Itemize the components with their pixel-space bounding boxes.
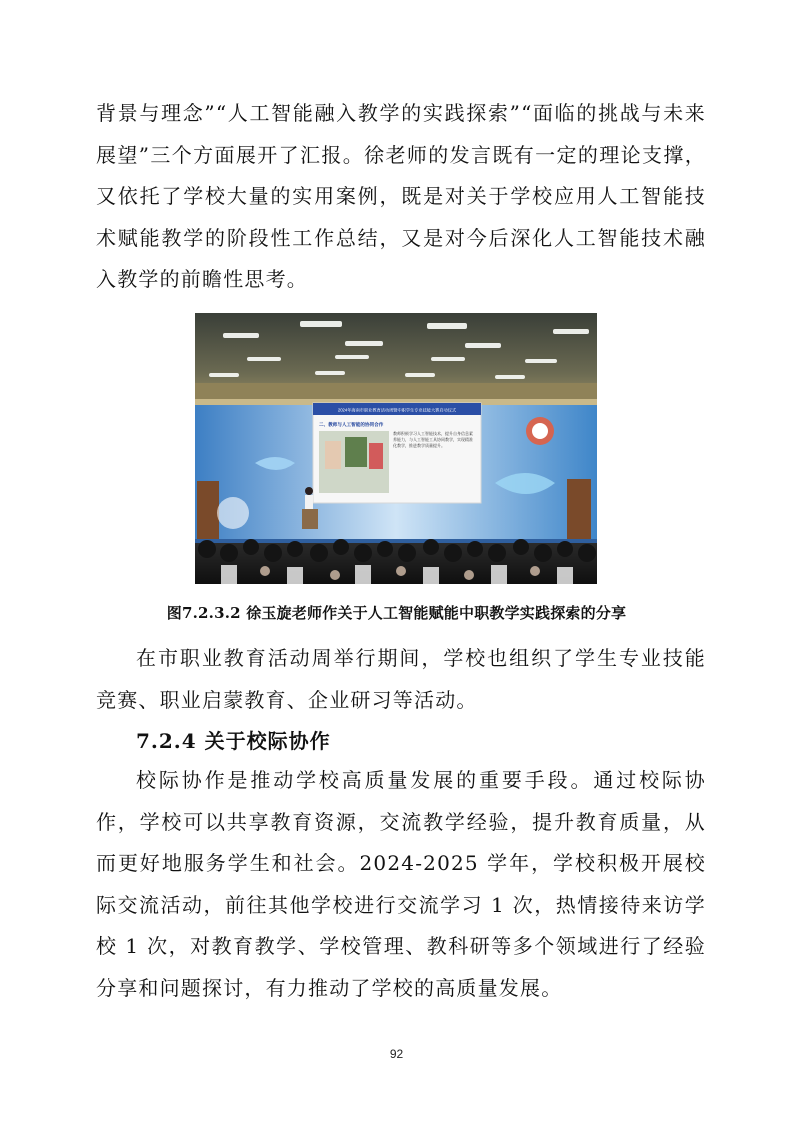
slide-title: 2024年海南市职业教育活动周暨中职学生专业技能大赛启动仪式	[337, 407, 457, 413]
event-photo	[195, 313, 597, 584]
page-number: 92	[389, 1047, 404, 1061]
figure-caption: 图7.2.3.2 徐玉旋老师作关于人工智能赋能中职教学实践探索的分享	[166, 604, 627, 622]
slide-heading: 二、教师与人工智能的协同合作	[319, 422, 384, 427]
slide-body-text: 教师积极学习人工智能技术，提升自身信息素养能力，与人工智能工具协同教学，实现精准化教学，推进教学质量提升。	[393, 431, 473, 448]
paragraph-school-cooperation: 校际协作是推动学校高质量发展的重要手段。通过校际协作，学校可以共享教育资源，交流教学经验，提升教育质量，从而更好地服务学生和社会。2024-2025 学年，学校积极开展校际交流活动，前往其他学校进行交流学习 1 次，热情接待来访学校 1 次，对教育教学、学校管理、教科研等多个领域进行了经验分享和问题探讨，有力推动了学校的高质量发展。	[96, 768, 706, 1000]
paragraph-activity-week: 在市职业教育活动周举行期间，学校也组织了学生专业技能竞赛、职业启蒙教育、企业研习等活动。	[96, 646, 706, 712]
section-heading: 7.2.4 关于校际协作	[136, 729, 331, 753]
paragraph-intro-continuation: 背景与理念”“人工智能融入教学的实践探索”“面临的挑战与未来展望”三个方面展开了汇报。徐老师的发言既有一定的理论支撑，又依托了学校大量的实用案例，既是对关于学校应用人工智能技术赋能教学的阶段性工作总结，又是对今后深化人工智能技术融入教学的前瞻性思考。	[96, 101, 706, 291]
